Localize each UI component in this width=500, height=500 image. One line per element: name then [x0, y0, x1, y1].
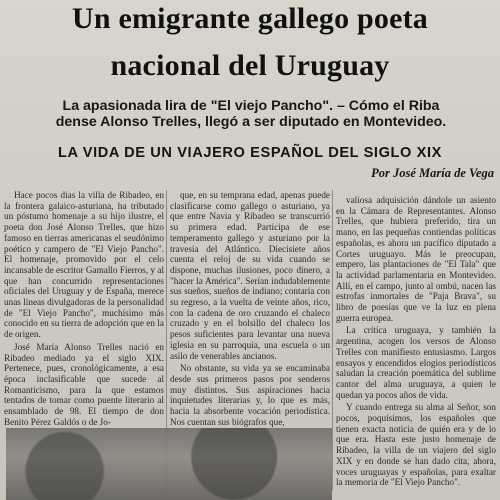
article-column-2	[170, 190, 330, 427]
paragraph: Y cuando entrega su alma al Señor, son pocos, poquísimos, los españoles que tienen exacta noticia de quién era y de lo que era. Hasta este justo homenaje de Ribadeo, la villa de un viajero del siglo XIX y en donde se han dado cita, ahora, voces uruguayas y españolas, para exaltar la memoria de "El Viejo Pancho".	[336, 402, 496, 488]
paragraph: José María Alonso Trelles nació en Ribadeo mediado ya el siglo XIX. Pertenece, pues, cronológicamente, a esa época inclasificable que sucede al Romanticismo, para la que estamos tentados de tomar como puente literario al ensamblado de 98. El tiempo de don Benito Pérez Galdós o de Jo-	[4, 341, 164, 427]
headline-line-1: Un emigrante gallego poeta	[72, 2, 428, 35]
section-title: LA VIDA DE UN VIAJERO ESPAÑOL DEL SIGLO XIX	[58, 145, 442, 161]
subheadline-line-2: dense Alonso Trelles, llegó a ser diputado en Montevideo.	[55, 114, 447, 130]
article-photo	[6, 428, 332, 500]
column-divider	[332, 190, 333, 490]
paragraph: Hace pocos días la villa de Ribadeo, en la frontera galaico-asturiana, ha tributado un póstumo homenaje a su hijo ilustre, el poeta don José Alonso Trelles, que hizo famoso en tierras americanas el seudónimo poético y campero de "El Viejo Pancho". El homenaje, promovido por el celo incansable de escritor Gamallo Fierros, y al que han concurrido representaciones oficiales del Uruguay y de España, merece unas líneas divulgadoras de la personalidad de "El Viejo Pancho", muchísimo más conocido en su tierra de adopción que en la de origen.	[4, 190, 164, 340]
headline-line-2: nacional del Uruguay	[110, 49, 390, 82]
paragraph: valiosa adquisición dándole un asiento en la Cámara de Representantes. Alonso Trelles, que hubiera preferido, tira un mano, en las pequeñas contiendas políticas españolas, es ahora un pacífico diputado a Cortes uruguayo. Más le preocupan, empero, las plantaciones de "El Tala" que la actividad parlamentaria en Montevideo. Allí, en el campo, junto al ombú, nacen las estrofas inmortales de "Paja Brava", su libro de poesías que ve la luz en plena guerra europea.	[336, 195, 496, 323]
paragraph: que, en su temprana edad, apenas puede clasificarse como gallego o asturiano, ya que entre Navia y Ribadeo se transcurrió su primera edad. Participa de ese temperamento gallego y asturiano por la travesía del Atlántico. Diecisiete años cuenta el reloj de su vida cuando se dispone, muchas ilusiones, poco dinero, a "hacer la América". Serían indudablemente sus sueños, sueños de indiano; contaría con su regreso, a la vuelta de veinte años, rico, con la cadena de oro cruzando el chaleco cruzado y en el bolsillo del chaleco los pesos suficientes para levantar una nueva iglesia en su parroquia, una escuela o un asilo de venerables ancianos.	[170, 190, 330, 361]
byline: Por José María de Vega	[371, 166, 494, 180]
article-column-3	[336, 195, 496, 495]
paragraph: La crítica uruguaya, y también la argentina, acogen los versos de Alonso Trelles con manifiesto entusiasmo. Largos ensayos y encendidos elogios periodísticos saludan la creación poemática del sublime cantor del alma uruguaya, a quien le quedan ya pocos años de vida.	[336, 325, 496, 400]
article-column-1	[4, 190, 164, 425]
subheadline-line-1: La apasionada lira de "El viejo Pancho". – Cómo el Riba	[62, 98, 440, 114]
paragraph: No obstante, su vida ya se encaminaba desde sus primeros pasos por senderos muy distintos. Sus aspiraciones hacia inquietudes literarias y, lo que es más, hacia la absorbente vocación periodística. Nos cuentan sus biógrafos que,	[170, 363, 330, 427]
